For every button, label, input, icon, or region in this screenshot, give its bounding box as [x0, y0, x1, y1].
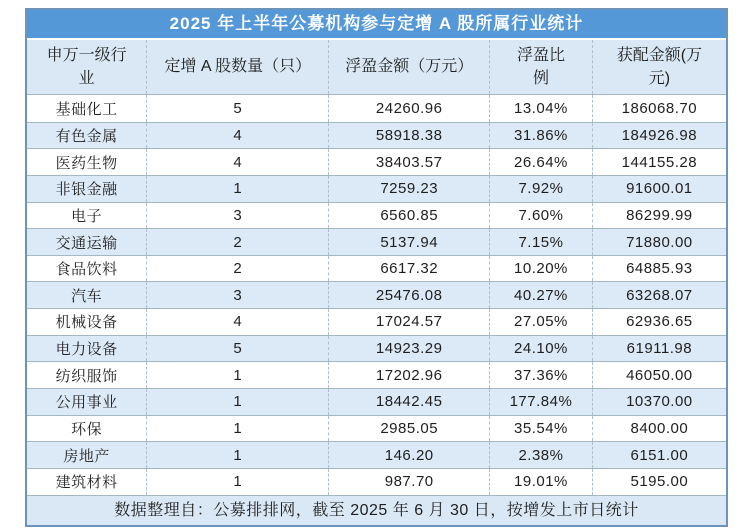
cell-industry: 机械设备	[55, 314, 118, 332]
table-row	[27, 308, 726, 335]
cell-floating-profit: 58918.38	[328, 123, 489, 149]
cell-profit-ratio: 7.15%	[489, 229, 592, 255]
table-row	[27, 415, 726, 442]
table-title: 2025 年上半年公募机构参与定增 A 股所属行业统计	[27, 10, 726, 40]
cell-placement-count: 5	[146, 95, 328, 122]
cell-floating-profit: 7259.23	[328, 176, 489, 202]
table-row	[27, 281, 726, 308]
cell-industry: 公用事业	[55, 394, 118, 412]
cell-floating-profit: 14923.29	[328, 336, 489, 362]
cell-floating-profit: 17024.57	[328, 309, 489, 335]
table-row	[27, 255, 726, 282]
cell-profit-ratio: 35.54%	[489, 416, 592, 442]
cell-floating-profit: 5137.94	[328, 229, 489, 255]
cell-industry: 食品饮料	[55, 261, 118, 279]
cell-industry: 电力设备	[55, 341, 118, 359]
cell-placement-count: 1	[146, 469, 328, 495]
table-row	[27, 388, 726, 415]
cell-profit-ratio: 19.01%	[489, 469, 592, 495]
cell-industry: 汽车	[71, 287, 103, 305]
cell-profit-ratio: 37.36%	[489, 362, 592, 388]
cell-placement-count: 1	[146, 362, 328, 388]
cell-profit-ratio: 24.10%	[489, 336, 592, 362]
table-row	[27, 148, 726, 175]
cell-allocated-amount: 86299.99	[592, 203, 726, 229]
cell-profit-ratio: 177.84%	[489, 389, 592, 415]
cell-profit-ratio: 10.20%	[489, 256, 592, 282]
column-header-industry: 申万一级行业	[46, 46, 127, 87]
cell-placement-count: 1	[146, 176, 328, 202]
table-frame	[25, 8, 728, 527]
cell-floating-profit: 6617.32	[328, 256, 489, 282]
table-body	[27, 95, 726, 495]
column-header-allocated-amount: 获配金额(万元)	[592, 40, 726, 94]
cell-placement-count: 4	[146, 149, 328, 175]
cell-placement-count: 4	[146, 309, 328, 335]
cell-profit-ratio: 31.86%	[489, 123, 592, 149]
column-header-profit-ratio: 浮盈比例	[489, 40, 592, 94]
cell-floating-profit: 17202.96	[328, 362, 489, 388]
cell-profit-ratio: 27.05%	[489, 309, 592, 335]
cell-allocated-amount: 8400.00	[592, 416, 726, 442]
cell-industry: 纺织服饰	[55, 367, 118, 385]
cell-allocated-amount: 46050.00	[592, 362, 726, 388]
table-header-row	[27, 40, 726, 95]
cell-placement-count: 3	[146, 282, 328, 308]
cell-floating-profit: 987.70	[328, 469, 489, 495]
cell-industry: 非银金融	[55, 181, 118, 199]
cell-industry: 电子	[71, 207, 103, 225]
cell-floating-profit: 25476.08	[328, 282, 489, 308]
cell-allocated-amount: 184926.98	[592, 123, 726, 149]
cell-profit-ratio: 13.04%	[489, 95, 592, 122]
table-row	[27, 95, 726, 122]
table-row	[27, 441, 726, 468]
table-row	[27, 122, 726, 149]
cell-floating-profit: 18442.45	[328, 389, 489, 415]
cell-industry: 基础化工	[55, 100, 118, 118]
cell-industry: 环保	[71, 421, 103, 438]
cell-industry: 建筑材料	[55, 474, 118, 492]
cell-profit-ratio: 7.92%	[489, 176, 592, 202]
table-row	[27, 175, 726, 202]
cell-allocated-amount: 62936.65	[592, 309, 726, 335]
column-header-floating-profit: 浮盈金额（万元）	[328, 40, 489, 94]
table-row	[27, 468, 726, 495]
cell-placement-count: 2	[146, 256, 328, 282]
cell-floating-profit: 146.20	[328, 442, 489, 468]
cell-industry: 房地产	[63, 447, 110, 465]
cell-floating-profit: 6560.85	[328, 203, 489, 229]
cell-profit-ratio: 7.60%	[489, 203, 592, 229]
cell-placement-count: 1	[146, 442, 328, 468]
cell-allocated-amount: 10370.00	[592, 389, 726, 415]
cell-floating-profit: 2985.05	[328, 416, 489, 442]
cell-industry: 有色金属	[55, 127, 118, 145]
table-row	[27, 228, 726, 255]
cell-placement-count: 3	[146, 203, 328, 229]
cell-allocated-amount: 6151.00	[592, 442, 726, 468]
cell-placement-count: 1	[146, 416, 328, 442]
cell-allocated-amount: 63268.07	[592, 282, 726, 308]
cell-industry: 医药生物	[55, 154, 118, 172]
table-footnote: 数据整理自：公募排排网，截至 2025 年 6 月 30 日，按增发上市日统计	[27, 495, 726, 525]
cell-floating-profit: 38403.57	[328, 149, 489, 175]
cell-allocated-amount: 64885.93	[592, 256, 726, 282]
cell-placement-count: 4	[146, 123, 328, 149]
cell-placement-count: 2	[146, 229, 328, 255]
cell-profit-ratio: 40.27%	[489, 282, 592, 308]
cell-allocated-amount: 61911.98	[592, 336, 726, 362]
table-row	[27, 361, 726, 388]
cell-industry: 交通运输	[55, 234, 118, 252]
cell-allocated-amount: 71880.00	[592, 229, 726, 255]
cell-placement-count: 1	[146, 389, 328, 415]
cell-allocated-amount: 186068.70	[592, 95, 726, 122]
cell-allocated-amount: 5195.00	[592, 469, 726, 495]
cell-allocated-amount: 91600.01	[592, 176, 726, 202]
industry-statistics-table	[25, 8, 728, 527]
cell-profit-ratio: 26.64%	[489, 149, 592, 175]
cell-profit-ratio: 2.38%	[489, 442, 592, 468]
table-row	[27, 335, 726, 362]
column-header-placement-count: 定增 A 股数量（只）	[146, 40, 328, 94]
cell-floating-profit: 24260.96	[328, 95, 489, 122]
cell-allocated-amount: 144155.28	[592, 149, 726, 175]
table-row	[27, 202, 726, 229]
cell-placement-count: 5	[146, 336, 328, 362]
